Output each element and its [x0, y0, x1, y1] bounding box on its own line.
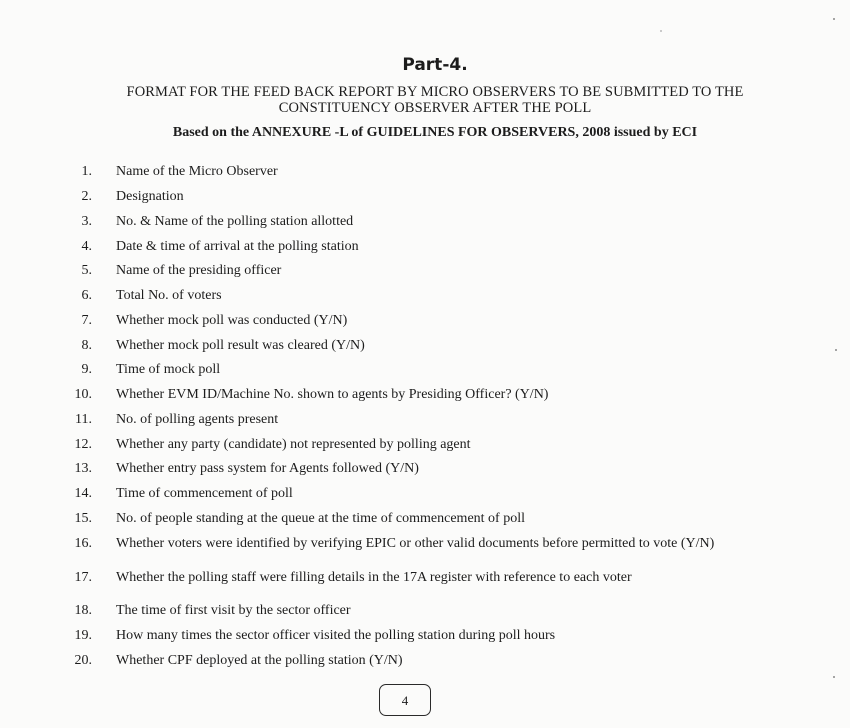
- list-item: [0, 239, 850, 259]
- list-item: [0, 412, 850, 432]
- format-title-line-1: FORMAT FOR THE FEED BACK REPORT BY MICRO OBSERVERS TO BE SUBMITTED TO THE: [126, 84, 744, 100]
- item-number: 11.: [75, 412, 92, 427]
- guidelines-subtitle: Based on the ANNEXURE -L of GUIDELINES FOR OBSERVERS, 2008 issued by ECI: [172, 125, 698, 140]
- list-item: [0, 437, 850, 457]
- list-item: [0, 362, 850, 382]
- item-number: 17.: [74, 570, 92, 585]
- item-number: 8.: [81, 338, 92, 353]
- list-item: [0, 189, 850, 209]
- item-text: Total No. of voters: [116, 288, 222, 303]
- item-number: 16.: [74, 536, 92, 551]
- item-number: 10.: [74, 387, 92, 402]
- item-text: Name of the presiding officer: [116, 263, 282, 278]
- item-text: No. of polling agents present: [116, 412, 279, 427]
- scan-speck: [833, 18, 835, 20]
- list-item: [0, 164, 850, 184]
- item-text: Whether mock poll result was cleared (Y/N): [116, 338, 365, 353]
- scan-speck: [835, 349, 837, 351]
- item-text: Date & time of arrival at the polling station: [116, 239, 359, 254]
- item-text: Name of the Micro Observer: [116, 164, 278, 179]
- item-number: 18.: [74, 603, 92, 618]
- item-number: 1.: [81, 164, 92, 179]
- item-number: 5.: [81, 263, 92, 278]
- list-item: [0, 263, 850, 283]
- item-number: 19.: [74, 628, 92, 643]
- list-item: [0, 628, 850, 648]
- item-number: 9.: [81, 362, 92, 377]
- item-text: Time of commencement of poll: [116, 486, 293, 501]
- list-item: [0, 338, 850, 358]
- item-text: Whether any party (candidate) not represented by polling agent: [116, 437, 471, 452]
- item-text: No. & Name of the polling station allotted: [116, 214, 354, 229]
- item-number: 4.: [81, 239, 92, 254]
- item-text: Whether the polling staff were filling details in the 17A register with reference to each voter: [116, 570, 632, 585]
- item-text: The time of first visit by the sector officer: [116, 603, 351, 618]
- list-item: [0, 313, 850, 333]
- list-item: [0, 536, 850, 556]
- item-text: Whether CPF deployed at the polling station (Y/N): [116, 653, 403, 668]
- item-number: 3.: [81, 214, 92, 229]
- list-item: [0, 486, 850, 506]
- page-number-box: [379, 684, 431, 716]
- scan-speck: [660, 30, 662, 32]
- format-title-line-2: CONSTITUENCY OBSERVER AFTER THE POLL: [278, 100, 592, 116]
- item-number: 13.: [74, 461, 92, 476]
- item-number: 6.: [81, 288, 92, 303]
- list-item: [0, 288, 850, 308]
- item-text: Time of mock poll: [116, 362, 221, 377]
- list-item: [0, 214, 850, 234]
- item-number: 20.: [74, 653, 92, 668]
- scan-speck: [833, 676, 835, 678]
- item-text: No. of people standing at the queue at the time of commencement of poll: [116, 511, 525, 526]
- item-number: 14.: [74, 486, 92, 501]
- item-text: How many times the sector officer visited the polling station during poll hours: [116, 628, 556, 643]
- list-item: [0, 570, 850, 590]
- item-number: 12.: [74, 437, 92, 452]
- item-number: 15.: [74, 511, 92, 526]
- part-title: Part-4.: [402, 55, 468, 75]
- item-text: Whether voters were identified by verifying EPIC or other valid documents before permitted to vote (Y/N): [116, 536, 715, 551]
- item-text: Designation: [116, 189, 184, 204]
- list-item: [0, 461, 850, 481]
- list-item: [0, 653, 850, 673]
- item-number: 2.: [81, 189, 92, 204]
- format-title: [0, 84, 850, 116]
- page-number: 4: [401, 693, 409, 708]
- item-number: 7.: [81, 313, 92, 328]
- item-text: Whether EVM ID/Machine No. shown to agents by Presiding Officer? (Y/N): [116, 387, 549, 402]
- item-text: Whether entry pass system for Agents followed (Y/N): [116, 461, 419, 476]
- list-item: [0, 603, 850, 623]
- item-text: Whether mock poll was conducted (Y/N): [116, 313, 348, 328]
- list-item: [0, 511, 850, 531]
- list-item: [0, 387, 850, 407]
